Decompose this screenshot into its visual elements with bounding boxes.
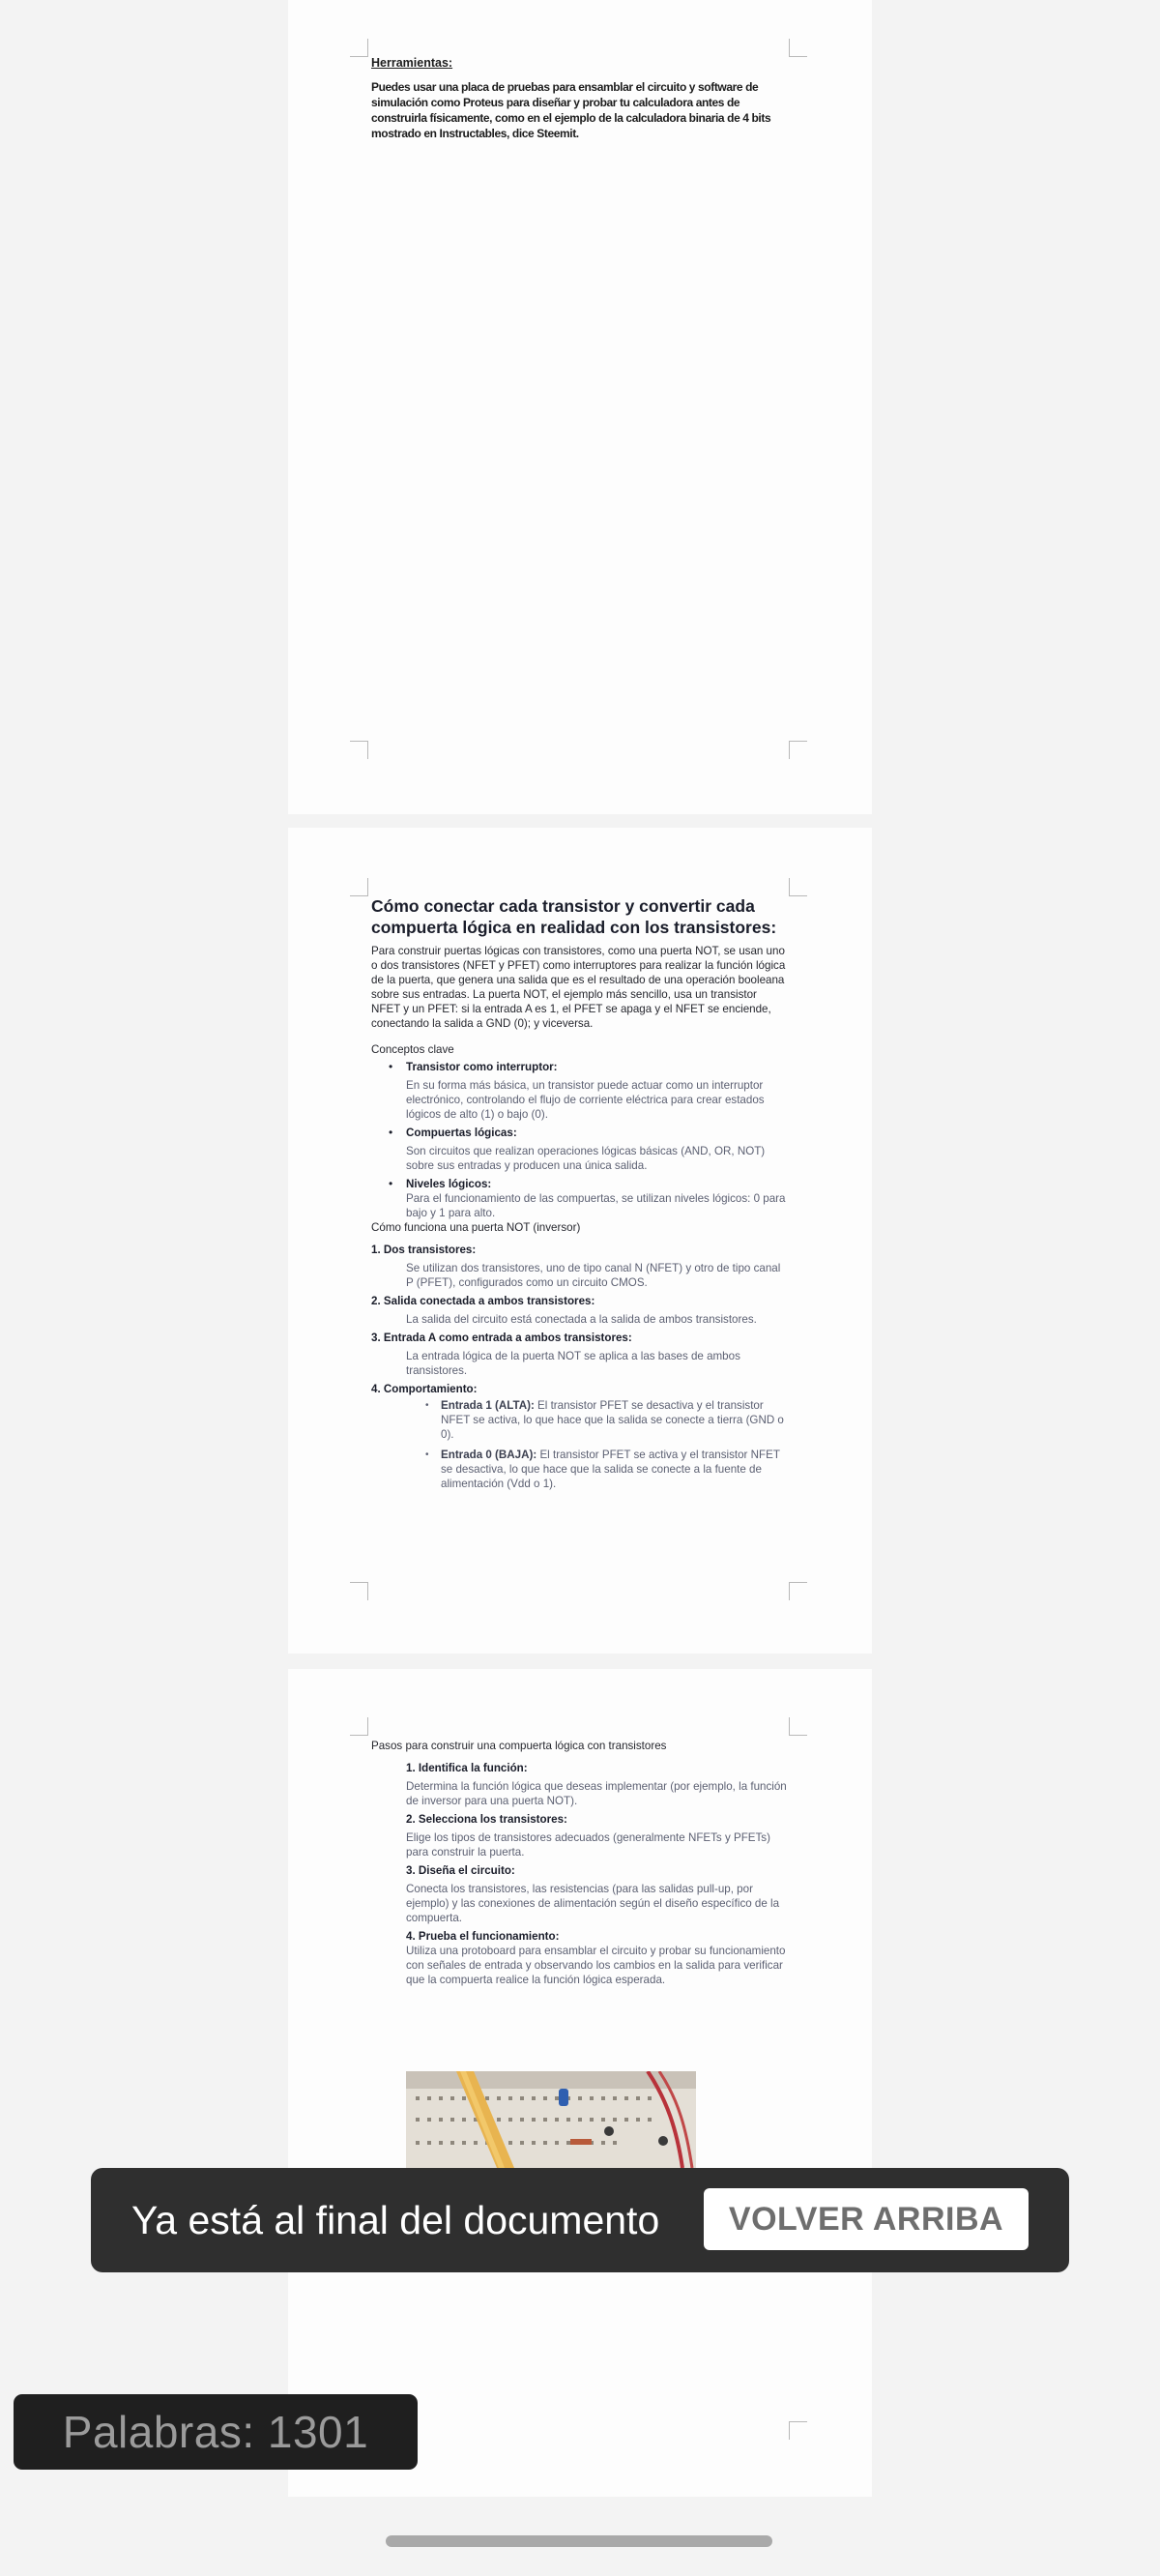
margin-corner-mark	[350, 1717, 368, 1736]
step-title: 1. Dos transistores:	[371, 1244, 477, 1256]
section-heading: Herramientas:	[371, 56, 453, 70]
margin-corner-mark	[350, 1582, 368, 1600]
steps-list	[371, 1761, 789, 1987]
section-label: Pasos para construir una compuerta lógica con transistores	[371, 1740, 667, 1752]
section-label: Conceptos clave	[371, 1043, 454, 1056]
step-title: 4. Prueba el funcionamiento:	[406, 1930, 560, 1943]
step-text: Elige los tipos de transistores adecuados (generalmente NFETs y PFETs) para construir la puerta.	[406, 1831, 770, 1859]
intro-paragraph: Para construir puertas lógicas con transistores, como una puerta NOT, se usan uno o dos transistores (NFET y PFET) como interruptores para realizar la función lógica de la puerta, que genera una salida que es el resultado de una operación booleana sobre sus entradas. La puerta NOT, el ejemplo más sencillo, usa un transistor NFET y un PFET: si la entrada A es 1, el PFET se apaga y el NFET se enciende, conectando la salida a GND (0); y viceversa.	[371, 945, 786, 1030]
list-item	[371, 1177, 789, 1220]
back-to-top-button[interactable]: VOLVER ARRIBA	[704, 2188, 1029, 2250]
margin-corner-mark	[789, 2421, 807, 2440]
list-item	[371, 1126, 789, 1173]
list-item-text: El transistor PFET se activa y el transistor NFET se desactiva, lo que hace que la salida se conecte a la fuente de alimentación (Vdd o 1).	[441, 1449, 780, 1490]
margin-corner-mark	[350, 878, 368, 896]
margin-corner-mark	[789, 878, 807, 896]
document-heading: Cómo conectar cada transistor y convertir cada compuerta lógica en realidad con los transistores:	[371, 896, 777, 937]
breadboard-photo	[406, 2071, 696, 2168]
step-text: Determina la función lógica que deseas implementar (por ejemplo, la función de inversor para una puerta NOT).	[406, 1780, 787, 1807]
list-item-text: El transistor PFET se desactiva y el transistor NFET se activa, lo que hace que la salida se conecte a tierra (GND o 0).	[441, 1399, 784, 1441]
list-item-text: Son circuitos que realizan operaciones lógicas básicas (AND, OR, NOT) sobre sus entradas y producen una única salida.	[406, 1145, 766, 1172]
section-label: Cómo funciona una puerta NOT (inversor)	[371, 1221, 581, 1234]
margin-corner-mark	[350, 741, 368, 759]
document-page-1	[288, 0, 872, 814]
step-title: 3. Entrada A como entrada a ambos transistores:	[371, 1332, 632, 1344]
step-text: Se utilizan dos transistores, uno de tipo canal N (NFET) y otro de tipo canal P (PFET), configurados como un circuito CMOS.	[406, 1262, 781, 1289]
behaviour-list	[371, 1398, 789, 1491]
step-text: Utiliza una protoboard para ensamblar el circuito y probar su funcionamiento con señales de entrada y observando los cambios en la salida para verificar que la compuerta realice la función lógica esperada.	[406, 1945, 786, 1986]
margin-corner-mark	[350, 39, 368, 57]
step-title: 4. Comportamiento:	[371, 1383, 478, 1395]
step-text: La salida del circuito está conectada a la salida de ambos transistores.	[406, 1313, 757, 1326]
list-item-title: • Compuertas lógicas:	[406, 1127, 517, 1139]
margin-corner-mark	[789, 1717, 807, 1736]
end-of-document-toast	[91, 2168, 1069, 2272]
home-indicator[interactable]	[386, 2535, 772, 2547]
step-title: 1. Identifica la función:	[406, 1762, 528, 1774]
list-item	[371, 1060, 789, 1122]
step-title: 2. Selecciona los transistores:	[406, 1813, 567, 1826]
paragraph: Puedes usar una placa de pruebas para ensamblar el circuito y software de simulación como Proteus para diseñar y probar tu calculadora antes de construirla físicamente, como en el ejemplo de la calculadora binaria de 4 bits mostrado en Instructables, dice Steemit.	[371, 80, 771, 140]
step-title: 2. Salida conectada a ambos transistores:	[371, 1295, 595, 1307]
toast-message: Ya está al final del documento	[131, 2198, 660, 2242]
list-item	[371, 1448, 789, 1491]
word-count-badge: Palabras: 1301	[14, 2394, 418, 2470]
list-item-text: En su forma más básica, un transistor puede actuar como un interruptor electrónico, controlando el flujo de corriente eléctrica para crear estados lógicos de alto (1) o bajo (0).	[406, 1079, 765, 1121]
document-page-2	[288, 828, 872, 1654]
list-item-title: Entrada 1 (ALTA):	[441, 1399, 535, 1412]
list-item	[371, 1398, 789, 1442]
concepts-list	[371, 1060, 789, 1220]
margin-corner-mark	[789, 741, 807, 759]
list-item-title: Entrada 0 (BAJA):	[441, 1449, 537, 1461]
step-title: 3. Diseña el circuito:	[406, 1864, 515, 1877]
list-item-title: • Niveles lógicos:	[406, 1178, 492, 1190]
step-text: La entrada lógica de la puerta NOT se aplica a las bases de ambos transistores.	[406, 1350, 740, 1377]
margin-corner-mark	[789, 39, 807, 57]
list-item-text: Para el funcionamiento de las compuertas, se utilizan niveles lógicos: 0 para bajo y 1 para alto.	[406, 1192, 786, 1219]
step-text: Conecta los transistores, las resistencias (para las salidas pull-up, por ejemplo) y las conexiones de alimentación según el diseño específico de la compuerta.	[406, 1883, 780, 1924]
margin-corner-mark	[789, 1582, 807, 1600]
list-item-title: • Transistor como interruptor:	[406, 1061, 558, 1073]
